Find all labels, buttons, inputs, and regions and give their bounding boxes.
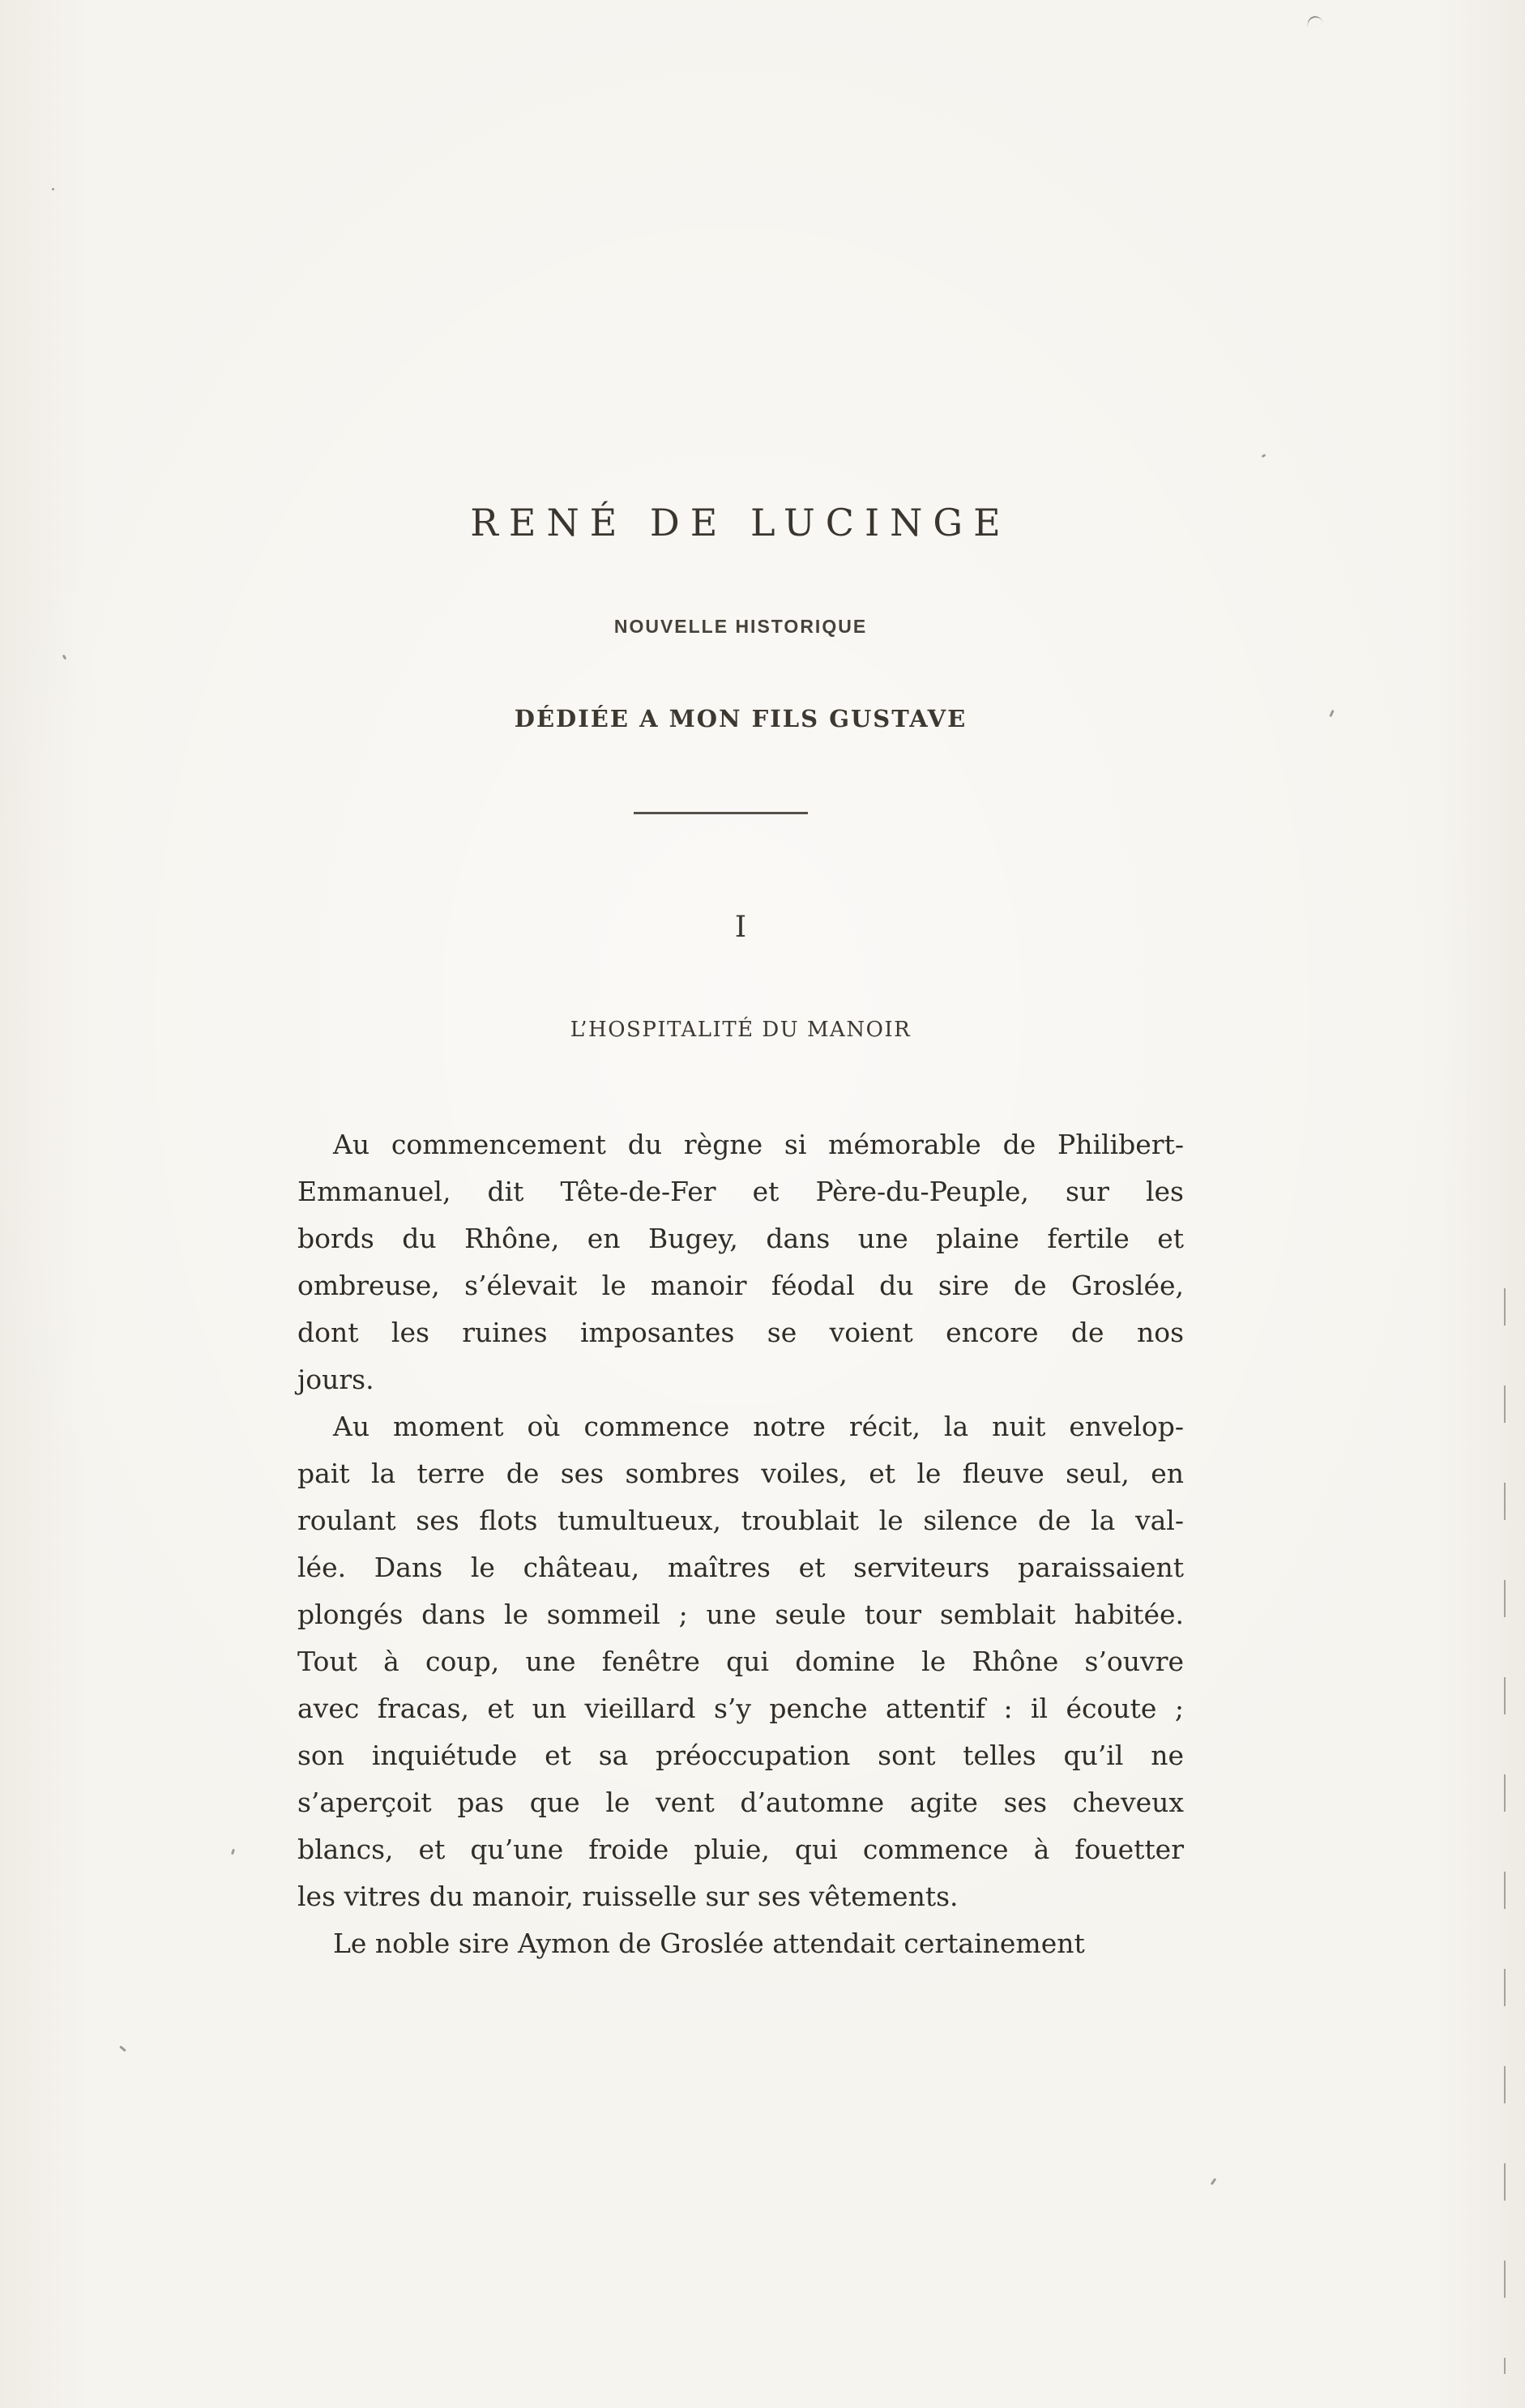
text-line: Tout à coup, une fenêtre qui domine le Rhône s’ouvre	[297, 1646, 1184, 1677]
text-line: blancs, et qu’une froide pluie, qui commence à fouetter	[297, 1834, 1184, 1865]
scan-mark-top-right	[1305, 14, 1324, 28]
paragraph	[297, 1403, 1184, 1920]
text-line: Au moment où commence notre récit, la nuit envelop-	[333, 1411, 1184, 1442]
book-subtitle: NOUVELLE HISTORIQUE	[613, 616, 868, 637]
page-edge-line	[1504, 1288, 1506, 2374]
text-line: avec fracas, et un vieillard s’y penche attentif : il écoute ;	[297, 1693, 1184, 1724]
text-line: plongés dans le sommeil ; une seule tour semblait habitée.	[297, 1599, 1184, 1630]
text-line: les vitres du manoir, ruisselle sur ses vêtements.	[297, 1881, 959, 1912]
text-line: pait la terre de ses sombres voiles, et le fleuve seul, en	[297, 1458, 1184, 1489]
chapter-title: L’HOSPITALITÉ DU MANOIR	[570, 1018, 912, 1042]
paragraph	[297, 1121, 1184, 1403]
text-line: Le noble sire Aymon de Groslée attendait certainement	[333, 1928, 1085, 1959]
text-line: roulant ses flots tumultueux, troublait le silence de la val-	[297, 1505, 1184, 1536]
text-line: son inquiétude et sa préoccupation sont telles qu’il ne	[297, 1740, 1184, 1771]
scan-speck	[119, 2045, 126, 2051]
text-line: ombreuse, s’élevait le manoir féodal du sire de Groslée,	[297, 1270, 1184, 1301]
text-line: Au commencement du règne si mémorable de Philibert-	[333, 1129, 1184, 1160]
chapter-number: I	[734, 911, 747, 944]
scan-speck	[231, 1849, 235, 1855]
scan-speck	[1211, 2178, 1217, 2185]
scan-speck	[1329, 710, 1334, 717]
text-line: s’aperçoit pas que le vent d’automne agite ses cheveux	[297, 1787, 1184, 1818]
divider-rule	[634, 812, 808, 814]
text-line: dont les ruines imposantes se voient encore de nos	[297, 1317, 1184, 1348]
text-line: jours.	[297, 1364, 374, 1395]
scan-speck	[52, 188, 54, 190]
scan-speck	[62, 655, 67, 660]
book-title: RENÉ DE LUCINGE	[470, 501, 1011, 544]
dedication-line: DÉDIÉE A MON FILS GUSTAVE	[514, 705, 968, 732]
scan-speck	[1262, 454, 1267, 458]
body-text	[297, 1121, 1184, 1967]
paragraph	[297, 1920, 1184, 1967]
text-line: lée. Dans le château, maîtres et serviteurs paraissaient	[297, 1552, 1184, 1583]
text-line: Emmanuel, dit Tête-de-Fer et Père-du-Peuple, sur les	[297, 1176, 1184, 1207]
text-line: bords du Rhône, en Bugey, dans une plaine fertile et	[297, 1223, 1184, 1254]
